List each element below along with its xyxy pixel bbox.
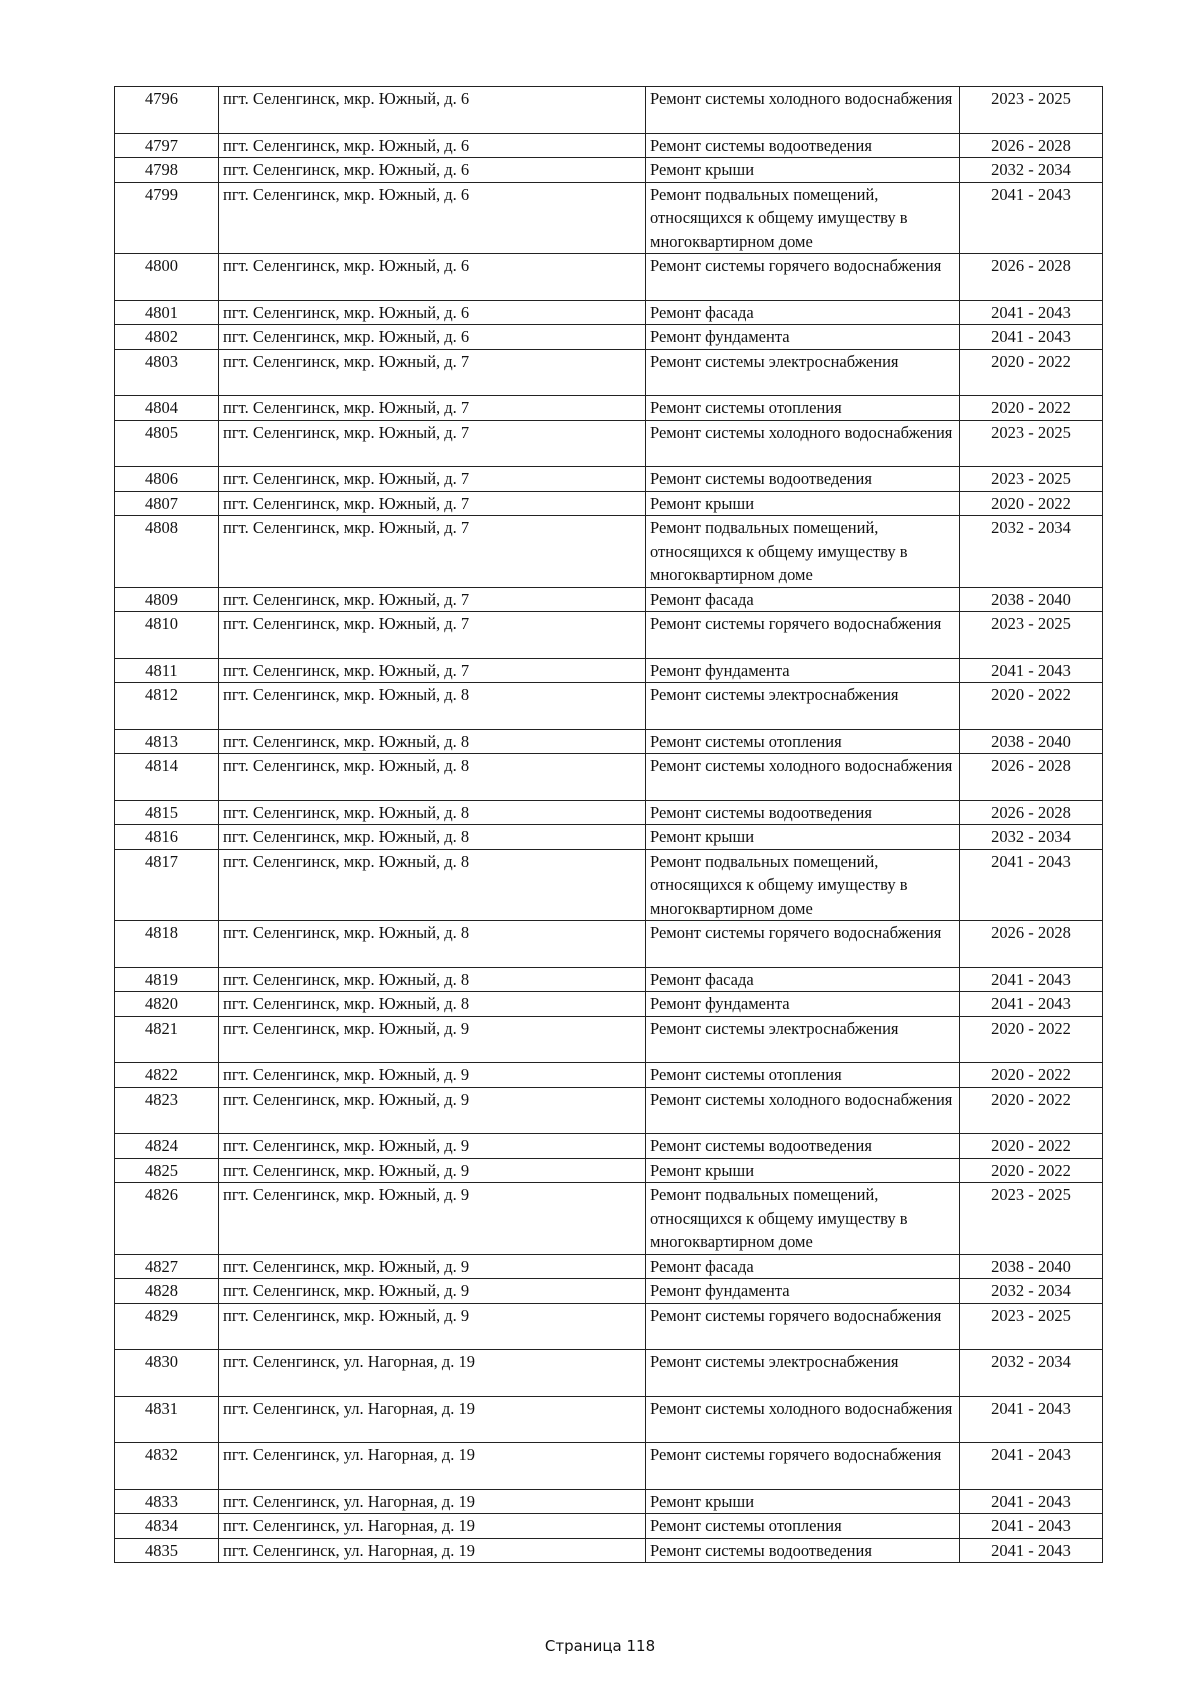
address-cell: пгт. Селенгинск, мкр. Южный, д. 9	[219, 1087, 646, 1134]
row-number-cell: 4809	[115, 587, 219, 612]
page-number: Страница 118	[544, 1637, 656, 1655]
address-cell: пгт. Селенгинск, ул. Нагорная, д. 19	[219, 1443, 646, 1490]
address-cell: пгт. Селенгинск, мкр. Южный, д. 7	[219, 612, 646, 659]
period-cell: 2041 - 2043	[960, 1443, 1103, 1490]
work-type-cell: Ремонт системы холодного водоснабжения	[646, 754, 960, 801]
row-number-cell: 4804	[115, 396, 219, 421]
period-cell: 2020 - 2022	[960, 1016, 1103, 1063]
address-cell: пгт. Селенгинск, мкр. Южный, д. 7	[219, 516, 646, 588]
table-row	[115, 612, 1103, 659]
table-row	[115, 158, 1103, 183]
address-cell: пгт. Селенгинск, мкр. Южный, д. 8	[219, 967, 646, 992]
address-cell: пгт. Селенгинск, мкр. Южный, д. 8	[219, 729, 646, 754]
address-cell: пгт. Селенгинск, мкр. Южный, д. 7	[219, 349, 646, 396]
table-row	[115, 396, 1103, 421]
address-cell: пгт. Селенгинск, ул. Нагорная, д. 19	[219, 1514, 646, 1539]
table-row	[115, 349, 1103, 396]
address-cell: пгт. Селенгинск, мкр. Южный, д. 8	[219, 800, 646, 825]
work-type-cell: Ремонт фасада	[646, 300, 960, 325]
period-cell: 2026 - 2028	[960, 800, 1103, 825]
table-row	[115, 967, 1103, 992]
table-row	[115, 658, 1103, 683]
address-cell: пгт. Селенгинск, мкр. Южный, д. 6	[219, 87, 646, 134]
work-type-cell: Ремонт системы электроснабжения	[646, 1016, 960, 1063]
work-type-cell: Ремонт системы отопления	[646, 1514, 960, 1539]
table-row	[115, 1254, 1103, 1279]
table-row	[115, 729, 1103, 754]
period-cell: 2041 - 2043	[960, 1396, 1103, 1443]
address-cell: пгт. Селенгинск, мкр. Южный, д. 6	[219, 133, 646, 158]
work-type-cell: Ремонт системы электроснабжения	[646, 349, 960, 396]
row-number-cell: 4824	[115, 1134, 219, 1159]
work-type-cell: Ремонт подвальных помещений, относящихся к общему имуществу в многоквартирном доме	[646, 182, 960, 254]
table-row	[115, 1303, 1103, 1350]
address-cell: пгт. Селенгинск, мкр. Южный, д. 6	[219, 182, 646, 254]
work-type-cell: Ремонт системы горячего водоснабжения	[646, 1303, 960, 1350]
period-cell: 2038 - 2040	[960, 1254, 1103, 1279]
address-cell: пгт. Селенгинск, ул. Нагорная, д. 19	[219, 1396, 646, 1443]
period-cell: 2041 - 2043	[960, 1489, 1103, 1514]
period-cell: 2038 - 2040	[960, 729, 1103, 754]
period-cell: 2026 - 2028	[960, 921, 1103, 968]
address-cell: пгт. Селенгинск, мкр. Южный, д. 9	[219, 1158, 646, 1183]
period-cell: 2032 - 2034	[960, 516, 1103, 588]
period-cell: 2023 - 2025	[960, 420, 1103, 467]
row-number-cell: 4819	[115, 967, 219, 992]
row-number-cell: 4834	[115, 1514, 219, 1539]
period-cell: 2041 - 2043	[960, 300, 1103, 325]
period-cell: 2020 - 2022	[960, 1087, 1103, 1134]
period-cell: 2020 - 2022	[960, 396, 1103, 421]
address-cell: пгт. Селенгинск, ул. Нагорная, д. 19	[219, 1538, 646, 1563]
address-cell: пгт. Селенгинск, мкр. Южный, д. 9	[219, 1063, 646, 1088]
table-row	[115, 754, 1103, 801]
row-number-cell: 4822	[115, 1063, 219, 1088]
row-number-cell: 4813	[115, 729, 219, 754]
period-cell: 2020 - 2022	[960, 1158, 1103, 1183]
row-number-cell: 4830	[115, 1350, 219, 1397]
period-cell: 2020 - 2022	[960, 683, 1103, 730]
table-row	[115, 1087, 1103, 1134]
address-cell: пгт. Селенгинск, мкр. Южный, д. 8	[219, 754, 646, 801]
table-row	[115, 133, 1103, 158]
period-cell: 2020 - 2022	[960, 349, 1103, 396]
period-cell: 2038 - 2040	[960, 587, 1103, 612]
table-row	[115, 1514, 1103, 1539]
work-type-cell: Ремонт системы отопления	[646, 396, 960, 421]
row-number-cell: 4814	[115, 754, 219, 801]
work-type-cell: Ремонт системы водоотведения	[646, 133, 960, 158]
period-cell: 2026 - 2028	[960, 254, 1103, 301]
table-row	[115, 467, 1103, 492]
period-cell: 2032 - 2034	[960, 158, 1103, 183]
row-number-cell: 4805	[115, 420, 219, 467]
address-cell: пгт. Селенгинск, мкр. Южный, д. 9	[219, 1279, 646, 1304]
work-type-cell: Ремонт системы холодного водоснабжения	[646, 420, 960, 467]
work-type-cell: Ремонт подвальных помещений, относящихся к общему имуществу в многоквартирном доме	[646, 516, 960, 588]
table-row	[115, 420, 1103, 467]
row-number-cell: 4831	[115, 1396, 219, 1443]
table-row	[115, 491, 1103, 516]
period-cell: 2041 - 2043	[960, 1538, 1103, 1563]
table-row	[115, 182, 1103, 254]
address-cell: пгт. Селенгинск, мкр. Южный, д. 8	[219, 921, 646, 968]
row-number-cell: 4811	[115, 658, 219, 683]
repair-schedule-table	[114, 86, 1103, 1563]
work-type-cell: Ремонт крыши	[646, 1489, 960, 1514]
row-number-cell: 4816	[115, 825, 219, 850]
row-number-cell: 4797	[115, 133, 219, 158]
address-cell: пгт. Селенгинск, мкр. Южный, д. 7	[219, 491, 646, 516]
address-cell: пгт. Селенгинск, мкр. Южный, д. 9	[219, 1134, 646, 1159]
table-row	[115, 1350, 1103, 1397]
address-cell: пгт. Селенгинск, мкр. Южный, д. 7	[219, 420, 646, 467]
work-type-cell: Ремонт фасада	[646, 1254, 960, 1279]
row-number-cell: 4803	[115, 349, 219, 396]
work-type-cell: Ремонт фасада	[646, 967, 960, 992]
table-row	[115, 1279, 1103, 1304]
work-type-cell: Ремонт подвальных помещений, относящихся к общему имуществу в многоквартирном доме	[646, 849, 960, 921]
table-body	[115, 87, 1103, 1563]
work-type-cell: Ремонт системы водоотведения	[646, 1134, 960, 1159]
period-cell: 2041 - 2043	[960, 182, 1103, 254]
row-number-cell: 4808	[115, 516, 219, 588]
work-type-cell: Ремонт крыши	[646, 1158, 960, 1183]
address-cell: пгт. Селенгинск, ул. Нагорная, д. 19	[219, 1350, 646, 1397]
work-type-cell: Ремонт системы отопления	[646, 1063, 960, 1088]
row-number-cell: 4798	[115, 158, 219, 183]
period-cell: 2020 - 2022	[960, 1063, 1103, 1088]
work-type-cell: Ремонт системы горячего водоснабжения	[646, 612, 960, 659]
work-type-cell: Ремонт системы холодного водоснабжения	[646, 87, 960, 134]
work-type-cell: Ремонт крыши	[646, 158, 960, 183]
address-cell: пгт. Селенгинск, мкр. Южный, д. 7	[219, 467, 646, 492]
period-cell: 2032 - 2034	[960, 1279, 1103, 1304]
row-number-cell: 4833	[115, 1489, 219, 1514]
address-cell: пгт. Селенгинск, мкр. Южный, д. 9	[219, 1254, 646, 1279]
row-number-cell: 4817	[115, 849, 219, 921]
period-cell: 2023 - 2025	[960, 612, 1103, 659]
row-number-cell: 4799	[115, 182, 219, 254]
period-cell: 2026 - 2028	[960, 754, 1103, 801]
row-number-cell: 4802	[115, 325, 219, 350]
period-cell: 2023 - 2025	[960, 467, 1103, 492]
period-cell: 2026 - 2028	[960, 133, 1103, 158]
work-type-cell: Ремонт системы горячего водоснабжения	[646, 254, 960, 301]
address-cell: пгт. Селенгинск, мкр. Южный, д. 7	[219, 396, 646, 421]
work-type-cell: Ремонт системы холодного водоснабжения	[646, 1396, 960, 1443]
period-cell: 2032 - 2034	[960, 825, 1103, 850]
row-number-cell: 4821	[115, 1016, 219, 1063]
row-number-cell: 4807	[115, 491, 219, 516]
period-cell: 2041 - 2043	[960, 1514, 1103, 1539]
row-number-cell: 4801	[115, 300, 219, 325]
row-number-cell: 4796	[115, 87, 219, 134]
table-row	[115, 683, 1103, 730]
period-cell: 2041 - 2043	[960, 658, 1103, 683]
period-cell: 2023 - 2025	[960, 1303, 1103, 1350]
work-type-cell: Ремонт системы электроснабжения	[646, 1350, 960, 1397]
address-cell: пгт. Селенгинск, мкр. Южный, д. 7	[219, 587, 646, 612]
address-cell: пгт. Селенгинск, мкр. Южный, д. 6	[219, 254, 646, 301]
period-cell: 2032 - 2034	[960, 1350, 1103, 1397]
address-cell: пгт. Селенгинск, мкр. Южный, д. 8	[219, 683, 646, 730]
address-cell: пгт. Селенгинск, мкр. Южный, д. 9	[219, 1183, 646, 1255]
table-row	[115, 516, 1103, 588]
work-type-cell: Ремонт системы горячего водоснабжения	[646, 1443, 960, 1490]
table-row	[115, 300, 1103, 325]
table-row	[115, 1538, 1103, 1563]
work-type-cell: Ремонт крыши	[646, 825, 960, 850]
work-type-cell: Ремонт крыши	[646, 491, 960, 516]
table-row	[115, 849, 1103, 921]
address-cell: пгт. Селенгинск, мкр. Южный, д. 9	[219, 1303, 646, 1350]
address-cell: пгт. Селенгинск, мкр. Южный, д. 6	[219, 325, 646, 350]
table-row	[115, 1443, 1103, 1490]
work-type-cell: Ремонт фундамента	[646, 1279, 960, 1304]
work-type-cell: Ремонт фундамента	[646, 658, 960, 683]
period-cell: 2023 - 2025	[960, 1183, 1103, 1255]
table-row	[115, 325, 1103, 350]
row-number-cell: 4828	[115, 1279, 219, 1304]
document-page	[114, 86, 1102, 1563]
work-type-cell: Ремонт фундамента	[646, 325, 960, 350]
address-cell: пгт. Селенгинск, мкр. Южный, д. 9	[219, 1016, 646, 1063]
period-cell: 2020 - 2022	[960, 491, 1103, 516]
period-cell: 2020 - 2022	[960, 1134, 1103, 1159]
row-number-cell: 4812	[115, 683, 219, 730]
address-cell: пгт. Селенгинск, мкр. Южный, д. 6	[219, 300, 646, 325]
address-cell: пгт. Селенгинск, мкр. Южный, д. 8	[219, 825, 646, 850]
row-number-cell: 4800	[115, 254, 219, 301]
work-type-cell: Ремонт системы электроснабжения	[646, 683, 960, 730]
row-number-cell: 4827	[115, 1254, 219, 1279]
table-row	[115, 587, 1103, 612]
row-number-cell: 4823	[115, 1087, 219, 1134]
address-cell: пгт. Селенгинск, мкр. Южный, д. 7	[219, 658, 646, 683]
table-row	[115, 254, 1103, 301]
work-type-cell: Ремонт системы отопления	[646, 729, 960, 754]
row-number-cell: 4806	[115, 467, 219, 492]
row-number-cell: 4818	[115, 921, 219, 968]
work-type-cell: Ремонт фасада	[646, 587, 960, 612]
work-type-cell: Ремонт системы горячего водоснабжения	[646, 921, 960, 968]
row-number-cell: 4826	[115, 1183, 219, 1255]
period-cell: 2041 - 2043	[960, 992, 1103, 1017]
row-number-cell: 4820	[115, 992, 219, 1017]
work-type-cell: Ремонт системы водоотведения	[646, 800, 960, 825]
table-row	[115, 1489, 1103, 1514]
row-number-cell: 4815	[115, 800, 219, 825]
table-row	[115, 921, 1103, 968]
work-type-cell: Ремонт системы водоотведения	[646, 467, 960, 492]
row-number-cell: 4829	[115, 1303, 219, 1350]
table-row	[115, 87, 1103, 134]
address-cell: пгт. Селенгинск, мкр. Южный, д. 6	[219, 158, 646, 183]
address-cell: пгт. Селенгинск, ул. Нагорная, д. 19	[219, 1489, 646, 1514]
period-cell: 2041 - 2043	[960, 967, 1103, 992]
period-cell: 2041 - 2043	[960, 849, 1103, 921]
work-type-cell: Ремонт системы холодного водоснабжения	[646, 1087, 960, 1134]
table-row	[115, 1016, 1103, 1063]
table-row	[115, 1063, 1103, 1088]
row-number-cell: 4832	[115, 1443, 219, 1490]
address-cell: пгт. Селенгинск, мкр. Южный, д. 8	[219, 992, 646, 1017]
table-row	[115, 825, 1103, 850]
row-number-cell: 4810	[115, 612, 219, 659]
table-row	[115, 992, 1103, 1017]
work-type-cell: Ремонт подвальных помещений, относящихся к общему имуществу в многоквартирном доме	[646, 1183, 960, 1255]
period-cell: 2041 - 2043	[960, 325, 1103, 350]
address-cell: пгт. Селенгинск, мкр. Южный, д. 8	[219, 849, 646, 921]
table-row	[115, 800, 1103, 825]
work-type-cell: Ремонт фундамента	[646, 992, 960, 1017]
work-type-cell: Ремонт системы водоотведения	[646, 1538, 960, 1563]
row-number-cell: 4835	[115, 1538, 219, 1563]
table-row	[115, 1134, 1103, 1159]
table-row	[115, 1396, 1103, 1443]
table-row	[115, 1183, 1103, 1255]
period-cell: 2023 - 2025	[960, 87, 1103, 134]
row-number-cell: 4825	[115, 1158, 219, 1183]
table-row	[115, 1158, 1103, 1183]
